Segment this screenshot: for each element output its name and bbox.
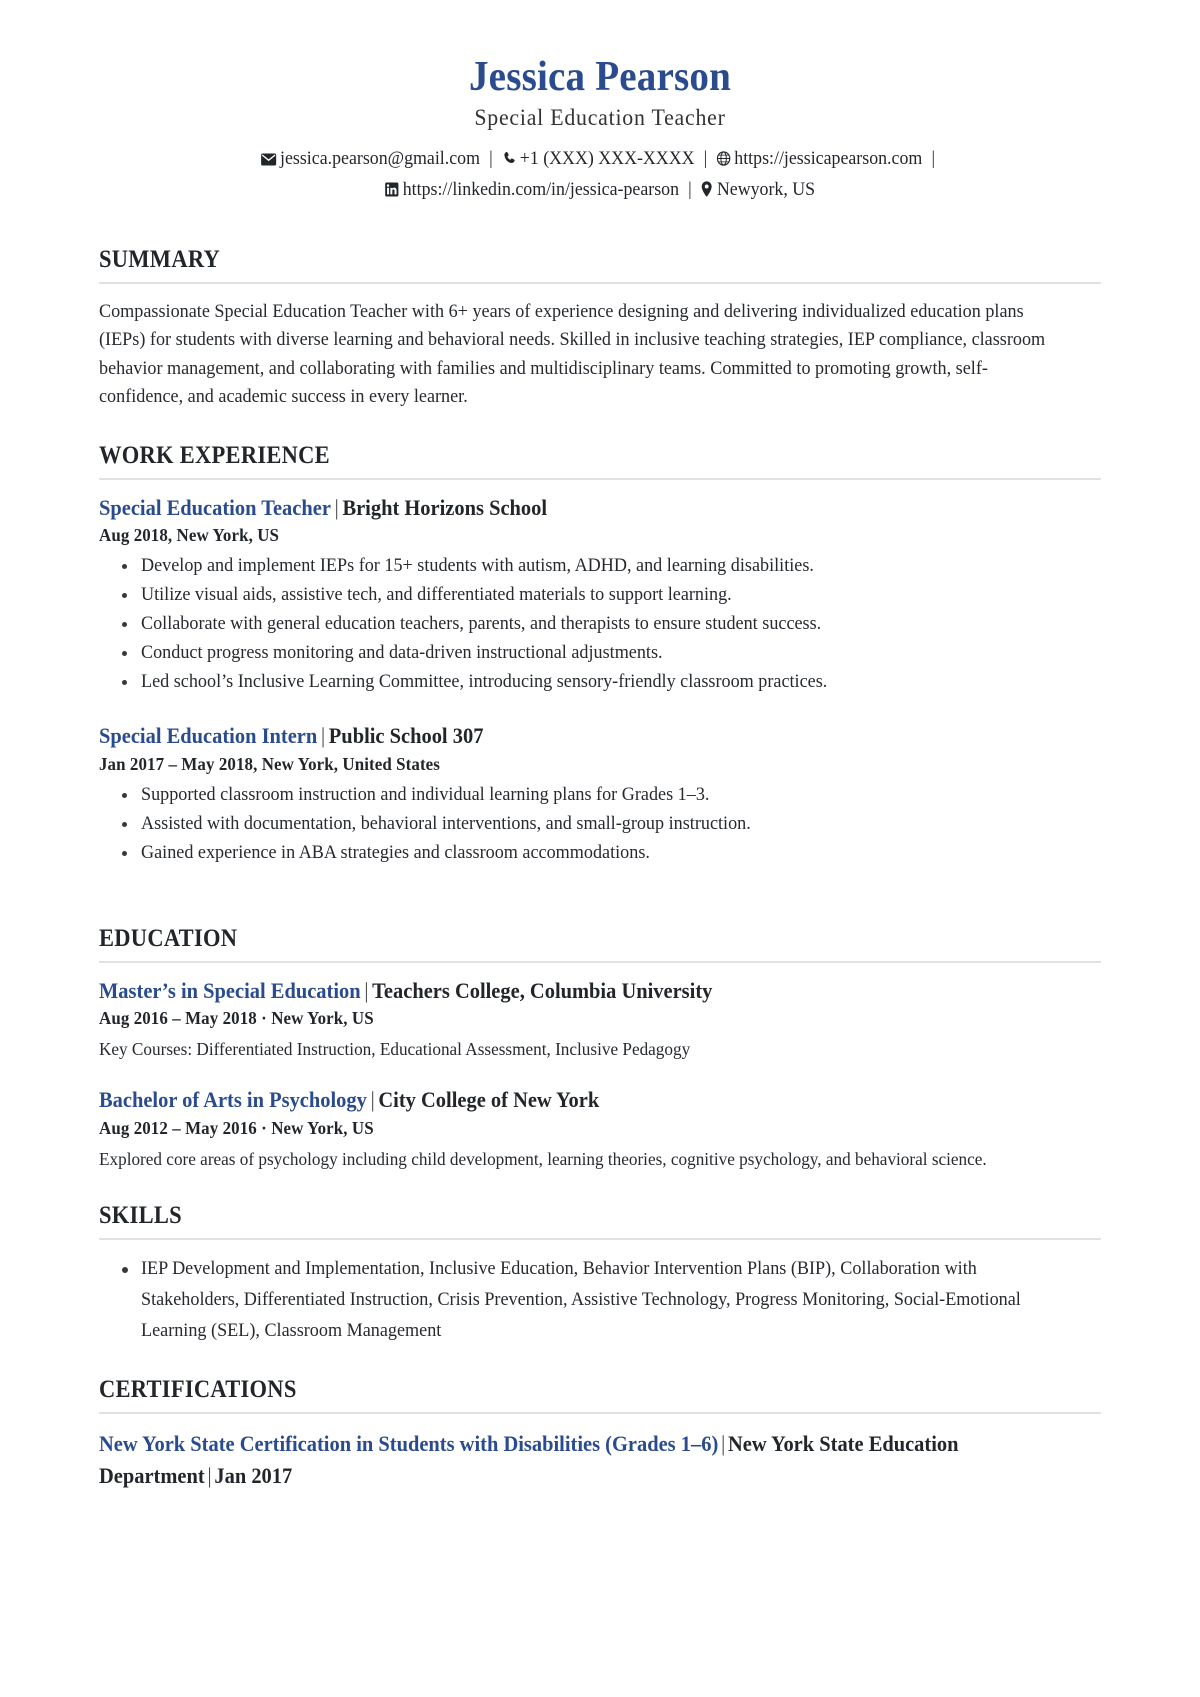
list-item bbox=[121, 1254, 1101, 1346]
list-item bbox=[121, 782, 1101, 809]
contact-email[interactable] bbox=[260, 148, 484, 169]
section-work-experience bbox=[99, 442, 1101, 867]
envelope-icon bbox=[260, 153, 276, 166]
education-entry-title bbox=[99, 1086, 1031, 1115]
linkedin-icon bbox=[385, 182, 399, 197]
section-divider bbox=[99, 282, 1101, 284]
section-education bbox=[99, 925, 1101, 1172]
skills-list bbox=[99, 1254, 1101, 1346]
section-divider bbox=[99, 961, 1101, 963]
bullet-text: Supported classroom instruction and individual learning plans for Grades 1–3. bbox=[141, 783, 710, 805]
contact-phone[interactable] bbox=[502, 148, 699, 169]
section-divider bbox=[99, 1412, 1101, 1414]
phone-icon bbox=[502, 151, 516, 166]
title-separator: | bbox=[320, 723, 326, 749]
certification-issuer: New York State Education Department bbox=[99, 1431, 959, 1488]
list-item bbox=[121, 811, 1101, 838]
globe-icon bbox=[716, 151, 730, 166]
education-entry bbox=[99, 977, 1101, 1063]
education-institution: Teachers College, Columbia University bbox=[372, 977, 713, 1003]
certification-date: Jan 2017 bbox=[214, 1462, 293, 1488]
resume-header bbox=[99, 54, 1101, 206]
section-title-certifications: CERTIFICATIONS bbox=[99, 1376, 297, 1404]
section-certifications bbox=[99, 1376, 1101, 1490]
education-entry-note: Explored core areas of psychology including child development, learning theories, cognitive psychology, and behavioral science. bbox=[99, 1148, 987, 1169]
work-role: Special Education Intern bbox=[99, 723, 318, 749]
title-separator: | bbox=[721, 1431, 726, 1457]
work-organization: Public School 307 bbox=[328, 723, 484, 749]
bullet-text: Collaborate with general education teachers, parents, and therapists to ensure student success. bbox=[141, 613, 822, 635]
bullet-text: Conduct progress monitoring and data-driven instructional adjustments. bbox=[141, 642, 663, 664]
work-entry-meta: Jan 2017 – May 2018, New York, United States bbox=[99, 753, 440, 774]
summary-text: Compassionate Special Education Teacher with 6+ years of experience designing and delivering individualized education plans (IEPs) for students with diverse learning and behavioral needs. Skilled in inclusive teaching strategies, IEP compliance, classroom behavior management, and collaborating with families and multidisciplinary teams. Committed to promoting growth, self-confidence, and academic success in every learner. bbox=[99, 300, 1046, 408]
contact-email-text: jessica.pearson@gmail.com bbox=[280, 148, 480, 170]
work-organization: Bright Horizons School bbox=[342, 494, 548, 520]
candidate-name: Jessica Pearson bbox=[468, 54, 732, 100]
candidate-headline: Special Education Teacher bbox=[474, 105, 726, 131]
certification-entry bbox=[99, 1428, 1031, 1490]
contact-separator: | bbox=[688, 179, 692, 201]
skill-text: IEP Development and Implementation, Inclusive Education, Behavior Intervention Plans (BIP), Collaboration with Stakeholders, Differentiated Instruction, Crisis Prevention, Assistive Technology, Progress Monitoring, Social-Emotional Learning (SEL), Classroom Management bbox=[141, 1258, 1021, 1341]
bullet-text: Led school’s Inclusive Learning Committee, introducing sensory-friendly classroom practices. bbox=[141, 671, 828, 693]
certification-name: New York State Certification in Students with Disabilities (Grades 1–6) bbox=[99, 1431, 719, 1457]
work-role: Special Education Teacher bbox=[99, 494, 331, 520]
work-entry-title bbox=[99, 722, 1031, 751]
contact-website[interactable] bbox=[716, 148, 926, 169]
work-entry-title bbox=[99, 494, 1031, 523]
list-item bbox=[121, 611, 1101, 638]
contact-location bbox=[701, 179, 815, 200]
education-entry-title bbox=[99, 977, 1031, 1006]
contact-separator: | bbox=[931, 148, 936, 170]
education-entry-note: Key Courses: Differentiated Instruction, Educational Assessment, Inclusive Pedagogy bbox=[99, 1039, 691, 1060]
education-entry-meta: Aug 2016 – May 2018 · New York, US bbox=[99, 1008, 374, 1029]
section-divider bbox=[99, 478, 1101, 480]
contact-line-1 bbox=[129, 143, 1071, 174]
list-item bbox=[121, 582, 1101, 609]
bullet-text: Assisted with documentation, behavioral interventions, and small-group instruction. bbox=[141, 812, 751, 834]
bullet-text: Gained experience in ABA strategies and classroom accommodations. bbox=[141, 841, 650, 863]
work-entry bbox=[99, 722, 1101, 867]
list-item bbox=[121, 640, 1101, 667]
list-item bbox=[121, 553, 1101, 580]
contact-separator: | bbox=[703, 148, 708, 170]
contact-separator: | bbox=[489, 148, 493, 170]
section-skills bbox=[99, 1202, 1101, 1346]
section-title-summary: SUMMARY bbox=[99, 245, 221, 273]
section-summary bbox=[99, 246, 1101, 412]
education-degree: Master’s in Special Education bbox=[99, 977, 361, 1003]
bullet-text: Utilize visual aids, assistive tech, and differentiated materials to support learning. bbox=[141, 584, 732, 606]
list-item bbox=[121, 669, 1101, 696]
bullet-text: Develop and implement IEPs for 15+ students with autism, ADHD, and learning disabilities. bbox=[141, 555, 814, 577]
list-item bbox=[121, 840, 1101, 867]
contact-linkedin[interactable] bbox=[385, 179, 684, 200]
section-divider bbox=[99, 1238, 1101, 1240]
education-institution: City College of New York bbox=[378, 1087, 600, 1113]
section-title-education: EDUCATION bbox=[99, 924, 238, 952]
location-pin-icon bbox=[701, 181, 713, 197]
contact-phone-text: +1 (XXX) XXX-XXXX bbox=[519, 148, 695, 170]
title-separator: | bbox=[370, 1087, 375, 1113]
contact-location-text: Newyork, US bbox=[716, 179, 816, 201]
title-separator: | bbox=[207, 1462, 212, 1488]
contact-linkedin-text: https://linkedin.com/in/jessica-pearson bbox=[402, 179, 680, 201]
work-entry bbox=[99, 494, 1101, 696]
education-entry bbox=[99, 1086, 1101, 1172]
contact-website-text: https://jessicapearson.com bbox=[734, 148, 923, 170]
title-separator: | bbox=[364, 977, 369, 1003]
section-title-work-experience: WORK EXPERIENCE bbox=[99, 441, 330, 469]
section-title-skills: SKILLS bbox=[99, 1202, 182, 1230]
education-entry-meta: Aug 2012 – May 2016 · New York, US bbox=[99, 1117, 374, 1138]
education-degree: Bachelor of Arts in Psychology bbox=[99, 1087, 367, 1113]
contact-line-2 bbox=[129, 174, 1071, 205]
work-entry-bullets bbox=[99, 553, 1101, 696]
work-entry-meta: Aug 2018, New York, US bbox=[99, 525, 280, 546]
work-entry-bullets bbox=[99, 782, 1101, 867]
title-separator: | bbox=[334, 494, 339, 520]
